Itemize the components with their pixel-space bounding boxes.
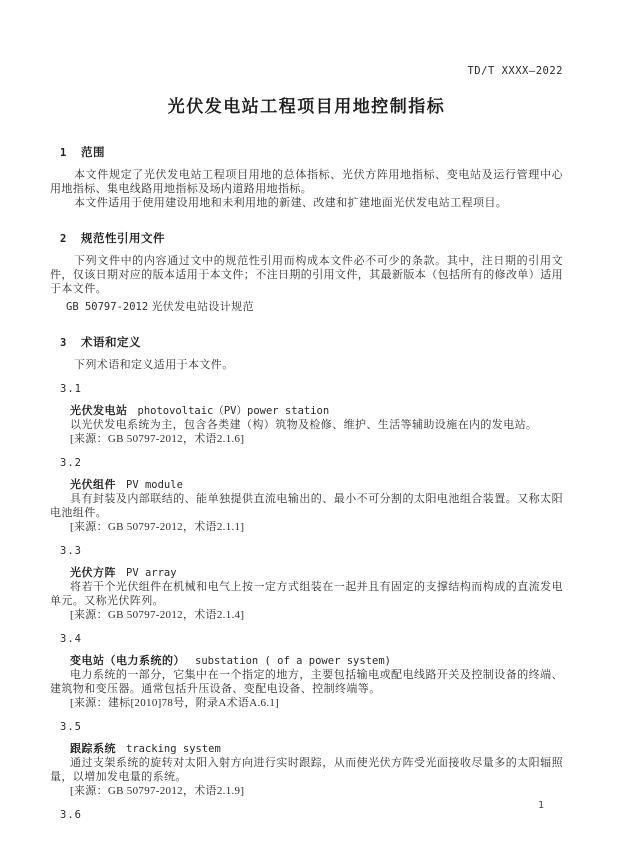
section-number: 1 [60, 147, 67, 159]
clause-number-3-4: 3.4 [60, 633, 82, 645]
term-heading [70, 404, 563, 418]
clause-number-3-1: 3.1 [60, 383, 82, 395]
section-heading-terms [60, 336, 563, 350]
term-source: [来源：GB 50797-2012，术语2.1.6] [70, 433, 245, 445]
term-heading [70, 566, 563, 580]
clause-number-3-6: 3.6 [60, 809, 82, 821]
term-definition: 通过支架系统的旋转对太阳入射方向进行实时跟踪，从而使光伏方阵受光面接收尽量多的太阳辐照量，以增加发电量的系统。 [50, 757, 563, 783]
term-name-en: PV module [126, 479, 183, 491]
section-label: 术语和定义 [81, 337, 141, 349]
terms-intro-paragraph: 下列术语和定义适用于本文件。 [74, 359, 234, 371]
term-definition: 以光伏发电系统为主，包含各类建（构）筑物及检修、维护、生活等辅助设施在内的发电站。 [70, 419, 538, 431]
scope-paragraph-2: 本文件适用于使用建设用地和未利用地的新建、改建和扩建地面光伏发电站工程项目。 [74, 197, 508, 209]
section-number: 2 [60, 233, 67, 245]
term-definition: 电力系统的一部分，它集中在一个指定的地方，主要包括输电或配电线路开关及控制设备的终端、建筑物和变压器。通常包括升压设备、变配电设备、控制终端等。 [50, 669, 563, 695]
term-name-en: photovoltaic（PV）power station [137, 405, 330, 417]
doc-reference-number: TD/T XXXX—2022 [467, 65, 563, 77]
term-name-en: substation ( of a power system) [195, 655, 391, 667]
term-name-en: PV array [126, 567, 177, 579]
term-definition: 具有封装及内部联结的、能单独提供直流电输出的、最小不可分割的太阳电池组合装置。又称太阳电池组件。 [50, 493, 563, 519]
section-label: 规范性引用文件 [81, 233, 165, 245]
section-label: 范围 [81, 147, 105, 159]
term-source: [来源：GB 50797-2012，术语2.1.9] [70, 785, 245, 797]
term-source: [来源：建标[2010]78号，附录A术语A.6.1] [70, 697, 280, 709]
term-heading [70, 478, 563, 492]
section-number: 3 [60, 337, 67, 349]
term-name-zh: 变电站（电力系统的） [70, 655, 185, 667]
term-name-zh: 光伏方阵 [70, 567, 116, 579]
normative-paragraph: 下列文件中的内容通过文中的规范性引用而构成本文件必不可少的条款。其中，注日期的引用文件，仅该日期对应的版本适用于本文件；不注日期的引用文件，其最新版本（包括所有的修改单）适用于本文件。 [50, 255, 563, 295]
clause-number-3-3: 3.3 [60, 545, 82, 557]
section-heading-scope [60, 146, 563, 160]
page-number: 1 [538, 800, 545, 811]
document-title: 光伏发电站工程项目用地控制指标 [167, 97, 446, 116]
scope-paragraph-1: 本文件规定了光伏发电站工程项目用地的总体指标、光伏方阵用地指标、变电站及运行管理中心用地指标、集电线路用地指标及场内道路用地指标。 [50, 169, 563, 195]
term-heading [70, 742, 563, 756]
clause-number-3-5: 3.5 [60, 721, 82, 733]
term-name-zh: 光伏发电站 [70, 405, 128, 417]
reference-standard-code: GB 50797-2012 [66, 301, 149, 313]
term-definition: 将若干个光伏组件在机械和电气上按一定方式组装在一起并且有固定的支撑结构而构成的直流发电单元。又称光伏阵列。 [50, 581, 563, 607]
term-name-en: tracking system [126, 743, 221, 755]
term-source: [来源：GB 50797-2012，术语2.1.4] [70, 609, 245, 621]
term-source: [来源：GB 50797-2012，术语2.1.1] [70, 521, 245, 533]
section-heading-normative-references [60, 232, 563, 246]
term-name-zh: 光伏组件 [70, 479, 116, 491]
term-name-zh: 跟踪系统 [70, 743, 116, 755]
term-heading [70, 654, 563, 668]
reference-standard-title: 光伏发电站设计规范 [151, 301, 254, 313]
normative-reference-entry [66, 300, 563, 314]
clause-number-3-2: 3.2 [60, 457, 82, 469]
